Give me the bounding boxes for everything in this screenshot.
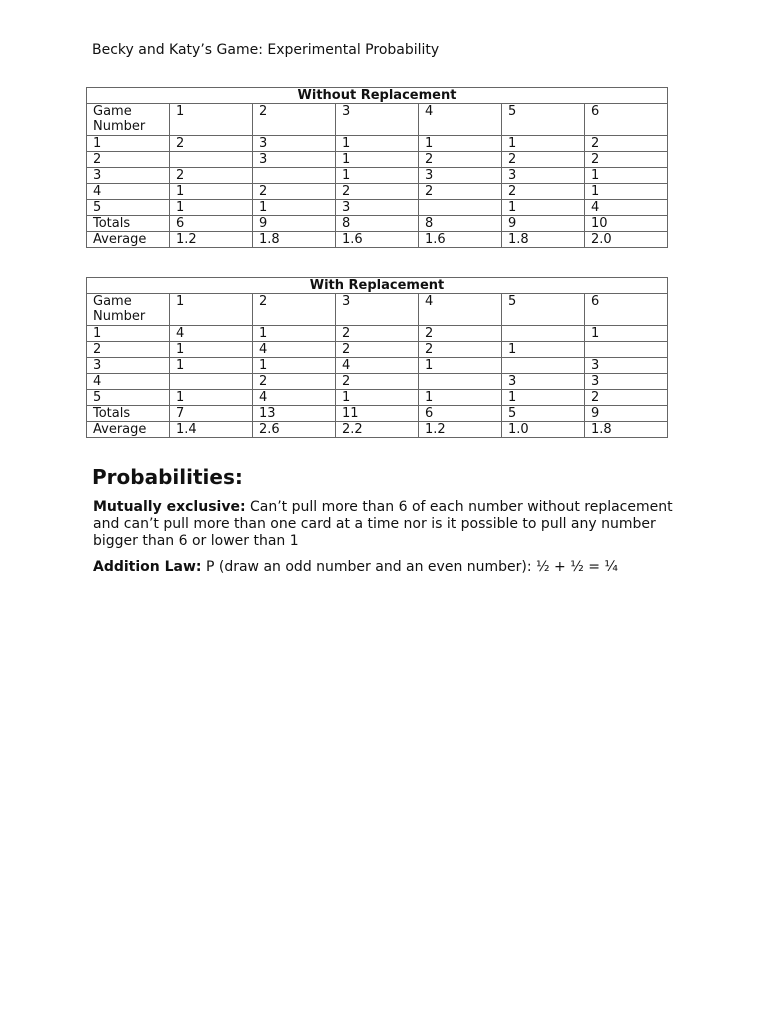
mutually-exclusive-term: Mutually exclusive: [93, 499, 246, 515]
table-cell: 1 [419, 136, 502, 152]
table-cell [419, 200, 502, 216]
table-cell: 1.8 [253, 232, 336, 248]
row-label-cell: Totals [87, 216, 170, 232]
row-label-cell: 4 [87, 184, 170, 200]
table-cell: 2 [336, 342, 419, 358]
table-row [87, 342, 668, 358]
table-cell: 1 [336, 152, 419, 168]
row-label-cell: 3 [87, 168, 170, 184]
table-cell: 1 [170, 390, 253, 406]
table-cell: 3 [253, 136, 336, 152]
addition-law-term: Addition Law: [93, 559, 202, 575]
table-row [87, 406, 668, 422]
probabilities-heading: Probabilities: [92, 465, 243, 489]
row-label-cell: 2 [87, 152, 170, 168]
table-cell: 2 [502, 184, 585, 200]
table-cell: 4 [170, 326, 253, 342]
row-label-cell: 4 [87, 374, 170, 390]
table-cell: 4 [336, 358, 419, 374]
table-cell: 1.8 [502, 232, 585, 248]
table-cell: 1 [585, 184, 668, 200]
table-cell: 2 [170, 136, 253, 152]
header-cell-4: 4 [419, 104, 502, 136]
table-cell: 6 [419, 406, 502, 422]
table-cell: 1 [336, 168, 419, 184]
table-cell: 1 [585, 326, 668, 342]
table-cell: 1 [502, 390, 585, 406]
header-cell-3: 3 [336, 104, 419, 136]
table-cell: 1.6 [336, 232, 419, 248]
table-cell: 8 [419, 216, 502, 232]
table-cell: 7 [170, 406, 253, 422]
table-cell [170, 152, 253, 168]
table-row [87, 374, 668, 390]
row-label-cell: Average [87, 232, 170, 248]
row-label-cell: Totals [87, 406, 170, 422]
row-label-cell: 2 [87, 342, 170, 358]
document-title: Becky and Katy’s Game: Experimental Probability [92, 42, 440, 58]
table-cell: 2 [502, 152, 585, 168]
table-caption: With Replacement [87, 278, 668, 294]
table-cell: 1 [170, 342, 253, 358]
table-cell: 3 [502, 374, 585, 390]
header-cell-5: 5 [502, 104, 585, 136]
table-cell: 3 [585, 358, 668, 374]
header-cell-1: 1 [170, 294, 253, 326]
table-cell: 1 [502, 342, 585, 358]
header-cell-game-number: Game Number [87, 104, 170, 136]
table-cell: 1 [170, 358, 253, 374]
table-cell: 13 [253, 406, 336, 422]
row-label-cell: 5 [87, 390, 170, 406]
table-cell: 1 [419, 390, 502, 406]
table-cell: 2.0 [585, 232, 668, 248]
table-row [87, 422, 668, 438]
table-cell: 1.0 [502, 422, 585, 438]
table-cell: 10 [585, 216, 668, 232]
table-cell: 8 [336, 216, 419, 232]
table-cell: 3 [585, 374, 668, 390]
table-cell: 11 [336, 406, 419, 422]
addition-law-text: P (draw an odd number and an even number): ½ + ½ = ¼ [201, 559, 619, 575]
row-label-cell: Average [87, 422, 170, 438]
table-cell: 1 [502, 136, 585, 152]
table-cell: 6 [170, 216, 253, 232]
table-row [87, 232, 668, 248]
table-cell [585, 342, 668, 358]
table-cell: 3 [419, 168, 502, 184]
row-label-cell: 5 [87, 200, 170, 216]
table-cell: 2 [419, 342, 502, 358]
table-cell: 1 [253, 358, 336, 374]
header-cell-5: 5 [502, 294, 585, 326]
table-cell: 2.2 [336, 422, 419, 438]
table-cell: 2 [253, 374, 336, 390]
table-cell: 9 [502, 216, 585, 232]
table-cell: 2 [419, 184, 502, 200]
table-cell: 1 [419, 358, 502, 374]
table-cell: 2 [419, 326, 502, 342]
header-cell-1: 1 [170, 104, 253, 136]
table-cell [502, 326, 585, 342]
table-cell: 2 [585, 390, 668, 406]
table-header-row [87, 104, 668, 136]
table-cell [419, 374, 502, 390]
table-cell: 5 [502, 406, 585, 422]
table-cell: 1 [253, 326, 336, 342]
table-cell: 1.2 [170, 232, 253, 248]
table-cell [502, 358, 585, 374]
table-cell: 2 [419, 152, 502, 168]
table-cell: 1.6 [419, 232, 502, 248]
table-cell: 2 [585, 152, 668, 168]
table-cell: 2 [336, 326, 419, 342]
header-cell-2: 2 [253, 294, 336, 326]
mutually-exclusive-paragraph [93, 499, 683, 550]
header-cell-2: 2 [253, 104, 336, 136]
table-row [87, 184, 668, 200]
table-cell: 1 [585, 168, 668, 184]
table-row [87, 136, 668, 152]
table-row [87, 358, 668, 374]
table-caption: Without Replacement [87, 88, 668, 104]
table-cell: 2 [336, 374, 419, 390]
table-cell: 3 [502, 168, 585, 184]
table-cell: 1 [170, 184, 253, 200]
table-cell: 3 [253, 152, 336, 168]
table-cell: 1 [336, 390, 419, 406]
table-cell: 4 [253, 390, 336, 406]
table-cell: 1.2 [419, 422, 502, 438]
row-label-cell: 1 [87, 326, 170, 342]
table-header-row [87, 294, 668, 326]
table-cell: 1 [336, 136, 419, 152]
table-row [87, 390, 668, 406]
header-cell-3: 3 [336, 294, 419, 326]
table-cell [170, 374, 253, 390]
table-cell: 1.8 [585, 422, 668, 438]
table-cell: 9 [585, 406, 668, 422]
table-cell: 1 [502, 200, 585, 216]
without-replacement-table [86, 87, 668, 248]
table-cell: 4 [253, 342, 336, 358]
header-cell-6: 6 [585, 104, 668, 136]
header-cell-4: 4 [419, 294, 502, 326]
table-cell: 2 [585, 136, 668, 152]
row-label-cell: 1 [87, 136, 170, 152]
table-cell: 4 [585, 200, 668, 216]
header-cell-game-number: Game Number [87, 294, 170, 326]
table-row [87, 216, 668, 232]
table-cell: 2.6 [253, 422, 336, 438]
table-cell: 2 [170, 168, 253, 184]
table-row [87, 168, 668, 184]
table-row [87, 200, 668, 216]
table-row [87, 152, 668, 168]
addition-law-paragraph [93, 559, 683, 576]
table-cell [253, 168, 336, 184]
table-cell: 1.4 [170, 422, 253, 438]
table-cell: 2 [336, 184, 419, 200]
with-replacement-table [86, 277, 668, 438]
table-cell: 3 [336, 200, 419, 216]
header-cell-6: 6 [585, 294, 668, 326]
table-cell: 2 [253, 184, 336, 200]
mutually-exclusive-text: Can’t pull more than 6 of each number without replacement and can’t pull more than one card at a time nor is it possible to pull any number bigger than 6 or lower than 1 [93, 499, 673, 549]
table-cell: 1 [253, 200, 336, 216]
table-cell: 9 [253, 216, 336, 232]
table-cell: 1 [170, 200, 253, 216]
table-row [87, 326, 668, 342]
row-label-cell: 3 [87, 358, 170, 374]
